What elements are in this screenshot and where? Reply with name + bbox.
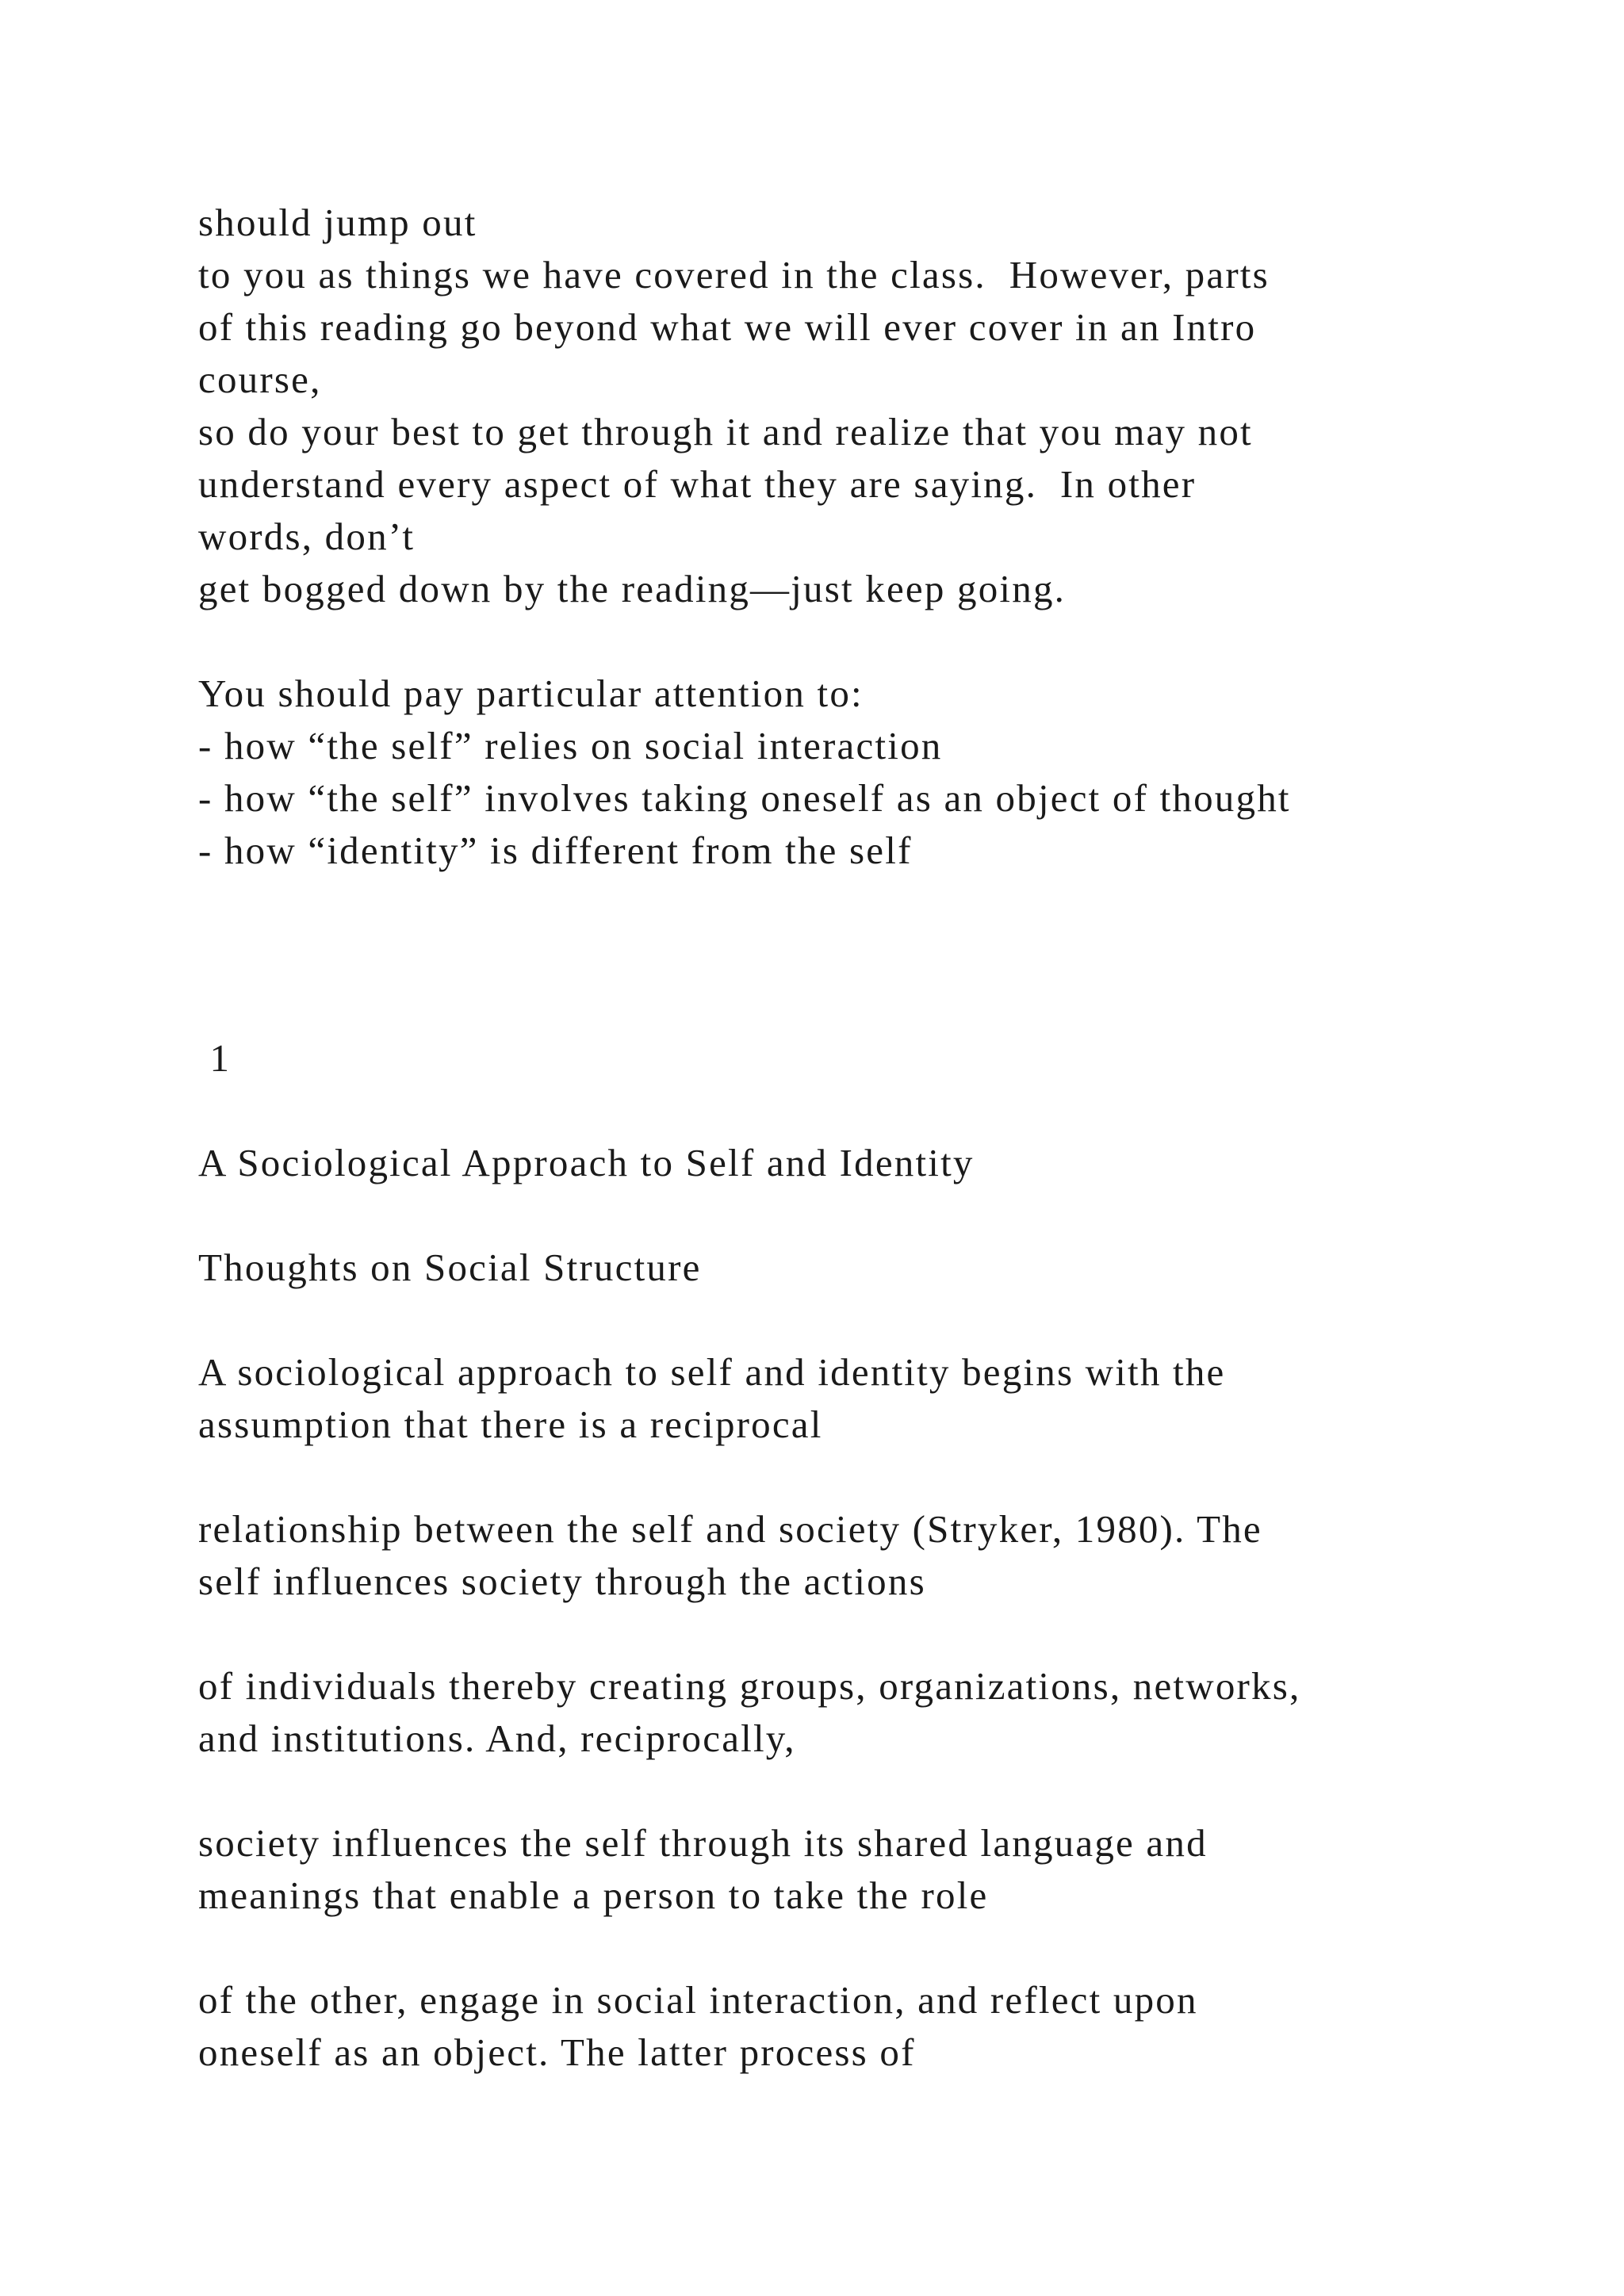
intro-line: get bogged down by the reading—just keep going. bbox=[198, 567, 1067, 610]
intro-line: to you as things we have covered in the class. However, parts bbox=[198, 253, 1270, 297]
attention-heading: You should pay particular attention to: bbox=[198, 672, 864, 715]
section-heading: Thoughts on Social Structure bbox=[198, 1246, 702, 1289]
attention-bullet: - how “the self” involves taking oneself as an object of thought bbox=[198, 776, 1291, 820]
body-line: relationship between the self and society (Stryker, 1980). The bbox=[198, 1507, 1262, 1551]
body-line: and institutions. And, reciprocally, bbox=[198, 1716, 796, 1760]
intro-line: should jump out bbox=[198, 201, 477, 244]
body-line: oneself as an object. The latter process of bbox=[198, 2030, 916, 2074]
chapter-title: A Sociological Approach to Self and Identity bbox=[198, 1141, 975, 1184]
page-number: 1 bbox=[198, 1036, 232, 1080]
intro-line: understand every aspect of what they are saying. In other bbox=[198, 462, 1197, 506]
intro-line: words, don’t bbox=[198, 515, 416, 558]
body-line: assumption that there is a reciprocal bbox=[198, 1402, 823, 1446]
body-line: of the other, engage in social interaction, and reflect upon bbox=[198, 1978, 1198, 2022]
attention-bullet: - how “the self” relies on social interaction bbox=[198, 724, 943, 767]
body-line: of individuals thereby creating groups, organizations, networks, bbox=[198, 1664, 1301, 1708]
body-line: self influences society through the actions bbox=[198, 1559, 926, 1603]
intro-line: of this reading go beyond what we will ever cover in an Intro bbox=[198, 305, 1257, 349]
intro-line: so do your best to get through it and realize that you may not bbox=[198, 410, 1253, 453]
body-line: A sociological approach to self and identity begins with the bbox=[198, 1350, 1226, 1394]
body-line: meanings that enable a person to take the role bbox=[198, 1873, 989, 1917]
attention-bullet: - how “identity” is different from the self bbox=[198, 828, 913, 872]
body-line: society influences the self through its shared language and bbox=[198, 1821, 1208, 1865]
intro-line: course, bbox=[198, 358, 322, 401]
